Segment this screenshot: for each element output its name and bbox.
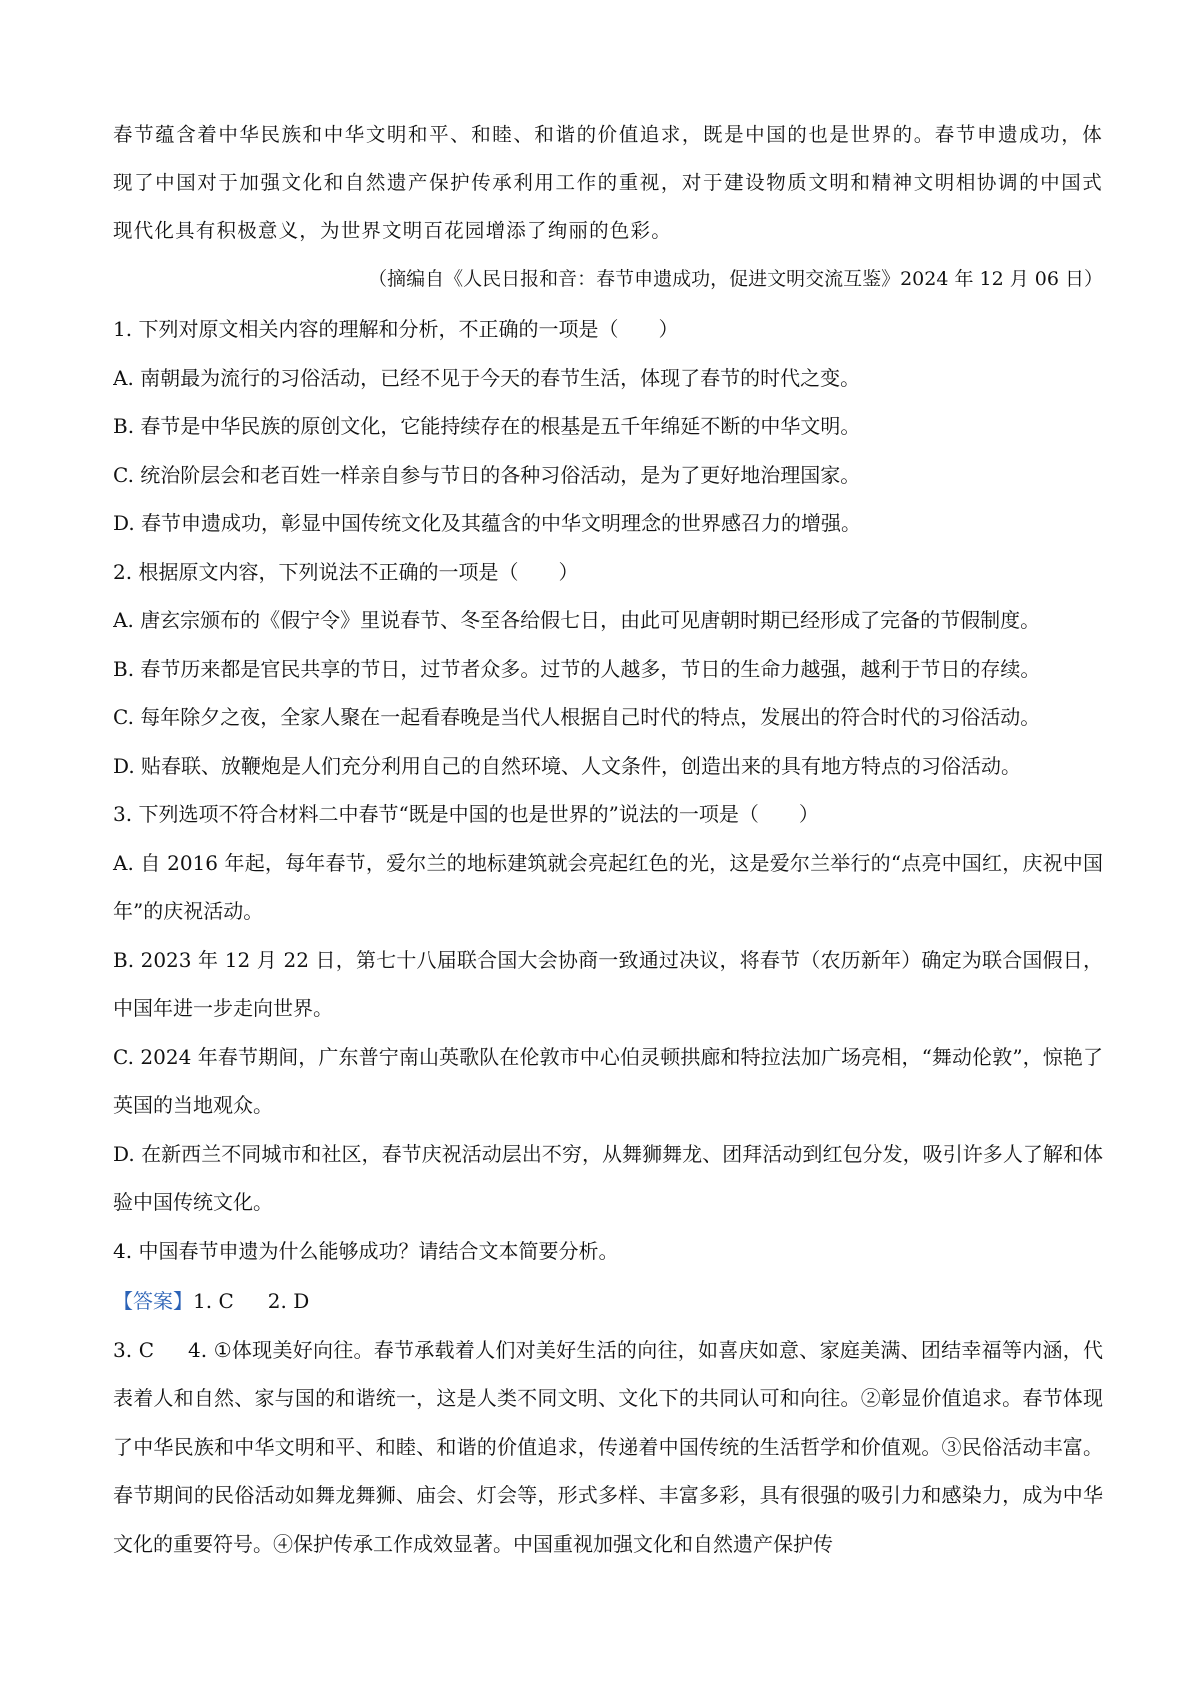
- option-b: B. 春节是中华民族的原创文化，它能持续存在的根基是五千年绵延不断的中华文明。: [113, 414, 861, 438]
- option-c: C. 统治阶层会和老百姓一样亲自参与节日的各种习俗活动，是为了更好地治理国家。: [113, 462, 861, 487]
- document-content: [113, 111, 1103, 1568]
- question-stem: 1. 下列对原文相关内容的理解和分析，不正确的一项是（ ）: [113, 317, 679, 341]
- option-b: B. 春节历来都是官民共享的节日，过节者众多。过节的人越多，节日的生命力越强，越利于节日的存续。: [113, 656, 1041, 681]
- question-stem: 4. 中国春节申遗为什么能够成功？请结合文本简要分析。: [113, 1238, 619, 1263]
- answer-4: 4. ①体现美好向往。春节承载着人们对美好生活的向往，如喜庆如意、家庭美满、团结幸福等内涵，代表着人和自然、家与国的和谐统一，这是人类不同文明、文化下的共同认可和向往。②彰显价值追求。春节体现了中华民族和中华文明和平、和睦、和谐的价值追求，传递着中国传统的生活哲学和价值观。③民俗活动丰富。春节期间的民俗活动如舞龙舞狮、庙会、灯会等，形式多样、丰富多彩，具有很强的吸引力和感染力，成为中华文化的重要符号。④保护传承工作成效显著。中国重视加强文化和自然遗产保护传: [113, 1337, 1103, 1556]
- option-a: A. 自 2016 年起，每年春节，爱尔兰的地标建筑就会亮起红色的光，这是爱尔兰举行的“点亮中国红，庆祝中国年”的庆祝活动。: [113, 850, 1103, 923]
- question-2: [113, 548, 1103, 791]
- option-a: A. 南朝最为流行的习俗活动，已经不见于今天的春节生活，体现了春节的时代之变。: [113, 365, 861, 390]
- option-b: B. 2023 年 12 月 22 日，第七十八届联合国大会协商一致通过决议，将春节（农历新年）确定为联合国假日，中国年进一步走向世界。: [113, 947, 1103, 1020]
- answer-2: 2. D: [267, 1289, 310, 1313]
- passage-paragraph: 春节蕴含着中华民族和中华文明和平、和睦、和谐的价值追求，既是中国的也是世界的。春节申遗成功，体现了中国对于加强文化和自然遗产保护传承利用工作的重视，对于建设物质文明和精神文明相协调的中国式现代化具有积极意义，为世界文明百花园增添了绚丽的色彩。: [113, 123, 1103, 242]
- answer-3: 3. C: [113, 1337, 155, 1362]
- option-a: A. 唐玄宗颁布的《假宁令》里说春节、冬至各给假七日，由此可见唐朝时期已经形成了完备的节假制度。: [113, 608, 1041, 632]
- option-c: C. 每年除夕之夜，全家人聚在一起看春晚是当代人根据自己时代的特点，发展出的符合时代的习俗活动。: [113, 705, 1041, 729]
- question-stem: 2. 根据原文内容，下列说法不正确的一项是（ ）: [113, 559, 579, 584]
- question-3: [113, 790, 1103, 1227]
- question-1: [113, 305, 1103, 548]
- option-c: C. 2024 年春节期间，广东普宁南山英歌队在伦敦市中心伯灵顿拱廊和特拉法加广场亮相，“舞动伦敦”，惊艳了英国的当地观众。: [113, 1044, 1103, 1117]
- answer-1: 1. C: [193, 1289, 234, 1313]
- source-citation: （摘编自《人民日报和音：春节申遗成功，促进文明交流互鉴》2024 年 12 月 06 日）: [368, 268, 1103, 290]
- answer-3-4: [113, 1326, 1103, 1569]
- question-4: [113, 1227, 1103, 1276]
- answer-line: [113, 1277, 1103, 1326]
- answer-section: [113, 1277, 1103, 1568]
- option-d: D. 在新西兰不同城市和社区，春节庆祝活动层出不穷，从舞狮舞龙、团拜活动到红包分发，吸引许多人了解和体验中国传统文化。: [113, 1141, 1103, 1214]
- option-d: D. 贴春联、放鞭炮是人们充分利用自己的自然环境、人文条件，创造出来的具有地方特点的习俗活动。: [113, 753, 1022, 778]
- answer-tag: 【答案】: [113, 1289, 193, 1313]
- question-stem: 3. 下列选项不符合材料二中春节“既是中国的也是世界的”说法的一项是（ ）: [113, 802, 819, 826]
- option-d: D. 春节申遗成功，彰显中国传统文化及其蕴含的中华文明理念的世界感召力的增强。: [113, 511, 862, 535]
